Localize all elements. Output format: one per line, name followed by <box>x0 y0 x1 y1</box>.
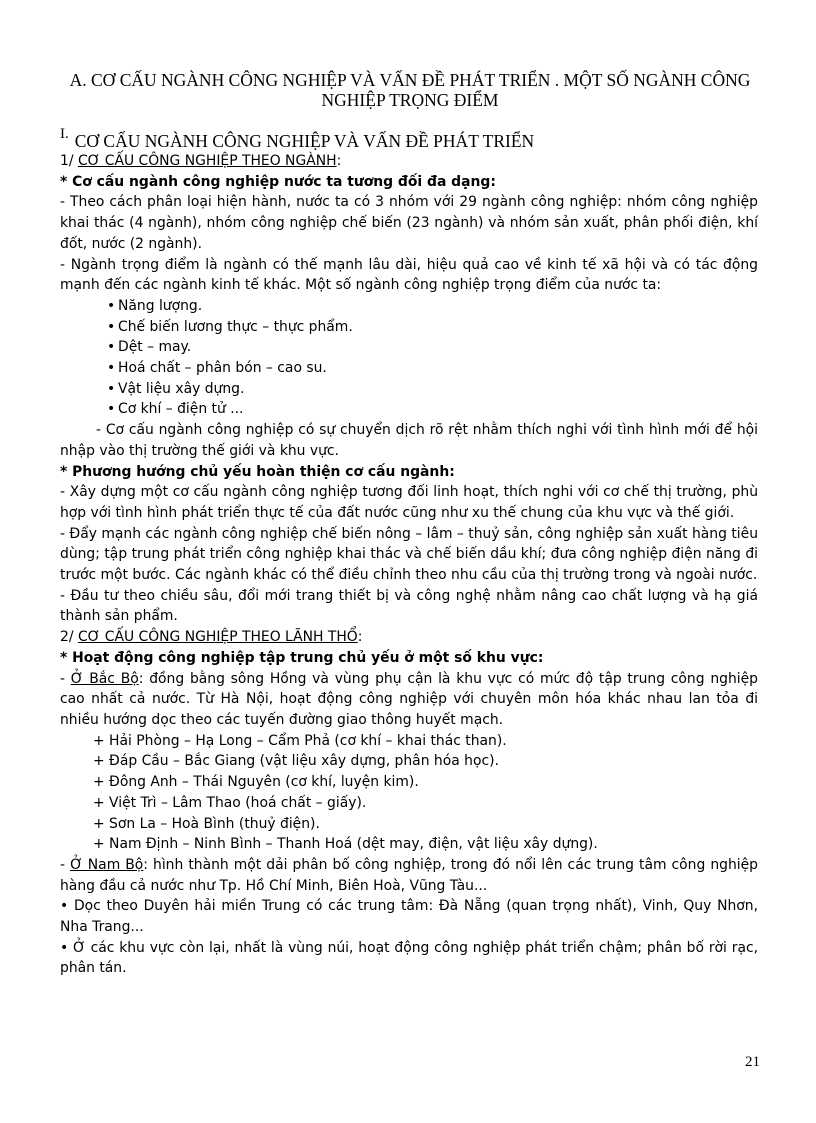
paragraph: - Cơ cấu ngành công nghiệp có sự chuyển dịch rõ rệt nhằm thích nghi với tình hình mới để hội nhập vào thị trường thế giới và khu vực. <box>60 422 758 459</box>
subsection-title: CƠ CẤU CÔNG NGHIỆP THEO NGÀNH <box>77 153 337 169</box>
list-item: • Hoá chất – phân bón – cao su. <box>107 358 758 379</box>
central-text: Dọc theo Duyên hải miền Trung có các trung tâm: Đà Nẵng (quan trọng nhất), Vinh, Quy Nhơn, Nha Trang... <box>60 898 758 936</box>
list-item: + Đông Anh – Thái Nguyên (cơ khí, luyện kim). <box>93 774 419 791</box>
bullet-icon: • <box>60 898 74 915</box>
subsection-number: 1/ <box>60 153 74 169</box>
list-item: • Dệt – may. <box>107 337 758 358</box>
paragraph: - Ngành trọng điểm là ngành có thế mạnh lâu dài, hiệu quả cao về kinh tế xã hội và có tác động mạnh đến các ngành kinh tế khác. Một số ngành công nghiệp trọng điểm của nước ta: <box>60 256 758 294</box>
page-number: 21 <box>745 1054 760 1070</box>
bullet-icon: • <box>60 939 74 956</box>
section-roman-numeral: I. <box>60 126 69 142</box>
paragraph: - Đầu tư theo chiều sâu, đổi mới trang thiết bị và công nghệ nhằm nâng cao chất lượng và hạ giá thành sản phẩm. <box>60 587 758 625</box>
paragraph: - Đẩy mạnh các ngành công nghiệp chế biến nông – lâm – thuỷ sản, công nghiệp sản xuất hàng tiêu dùng; tập trung phát triển công nghiệp khai thác và chế biến dầu khí; đưa công nghiệp điện năng đi trước một bước. Các ngành khác có thể điều chỉnh theo nhu cầu của thị trường trong và ngoài nước. <box>60 525 758 584</box>
paragraph-north <box>60 669 758 731</box>
list-item: + Việt Trì – Lâm Thao (hoá chất – giấy). <box>93 794 367 811</box>
section-title: CƠ CẤU NGÀNH CÔNG NGHIỆP VÀ VẤN ĐỀ PHÁT TRIỂN <box>74 131 535 151</box>
paragraph-central <box>60 896 758 937</box>
dash: - <box>60 856 71 873</box>
point-heading: * Hoạt động công nghiệp tập trung chủ yếu ở một số khu vực: <box>60 649 544 666</box>
subsection-heading-1 <box>60 151 758 172</box>
dash: - <box>60 670 71 687</box>
region-text: : đồng bằng sông Hồng và vùng phụ cận là khu vực có mức độ tập trung công nghiệp cao nhất cả nước. Từ Hà Nội, hoạt động công nghiệp với chuyên môn hóa khác nhau lan tỏa đi nhiều hướng dọc theo các tuyến đường giao thông huyết mạch. <box>60 670 758 728</box>
point-heading: * Cơ cấu ngành công nghiệp nước ta tương đối đa dạng: <box>60 173 496 190</box>
list-item: + Sơn La – Hoà Bình (thuỷ điện). <box>93 815 320 832</box>
list-item: • Năng lượng. <box>107 296 758 317</box>
list-item: • Vật liệu xây dựng. <box>107 379 758 400</box>
document-body <box>60 126 758 979</box>
subsection-colon: : <box>357 629 363 646</box>
point-heading: * Phương hướng chủ yếu hoàn thiện cơ cấu ngành: <box>60 463 455 480</box>
subsection-colon: : <box>336 153 342 169</box>
other-text: Ở các khu vực còn lại, nhất là vùng núi, hoạt động công nghiệp phát triển chậm; phân bố rời rạc, phân tán. <box>60 939 759 977</box>
routes-list <box>60 731 758 855</box>
paragraph-other <box>60 938 758 979</box>
list-item: + Hải Phòng – Hạ Long – Cẩm Phả (cơ khí – khai thác than). <box>93 732 507 749</box>
section-heading <box>60 126 758 151</box>
subsection-heading-2 <box>60 627 758 648</box>
list-item: + Đáp Cầu – Bắc Giang (vật liệu xây dựng, phân hóa học). <box>93 753 499 770</box>
paragraph: - Xây dựng một cơ cấu ngành công nghiệp tương đối linh hoạt, thích nghi với cơ chế thị trường, phù hợp với tình hình phát triển thực tế của đất nước cũng như xu thế chung của khu vực và thế giới. <box>60 484 758 521</box>
region-text: : hình thành một dải phân bố công nghiệp, trong đó nổi lên các trung tâm công nghiệp hàng đầu cả nước như Tp. Hồ Chí Minh, Biên Hoà, Vũng Tàu... <box>60 856 758 894</box>
list-item: • Cơ khí – điện tử ... <box>107 399 758 420</box>
region-label: Ở Nam Bộ <box>70 856 144 873</box>
subsection-number: 2/ <box>60 629 74 646</box>
list-item: + Nam Định – Ninh Bình – Thanh Hoá (dệt may, điện, vật liệu xây dựng). <box>93 836 598 853</box>
paragraph-south <box>60 855 758 896</box>
region-label: Ở Bắc Bộ <box>70 670 139 687</box>
subsection-title: CƠ CẤU CÔNG NGHIỆP THEO LÃNH THỔ <box>77 629 358 646</box>
paragraph: - Theo cách phân loại hiện hành, nước ta có 3 nhóm với 29 ngành công nghiệp: nhóm công nghiệp khai thác (4 ngành), nhóm công nghiệp chế biến (23 ngành) và nhóm sản xuất, phân phối điện, khí đốt, nước (2 ngành). <box>60 194 758 252</box>
key-industries-list <box>60 296 758 420</box>
page-title: A. CƠ CẤU NGÀNH CÔNG NGHIỆP VÀ VẤN ĐỀ PHÁT TRIỂN . MỘT SỐ NGÀNH CÔNG NGHIỆP TRỌNG ĐIỂM <box>69 70 751 110</box>
list-item: • Chế biến lương thực – thực phẩm. <box>107 317 758 338</box>
